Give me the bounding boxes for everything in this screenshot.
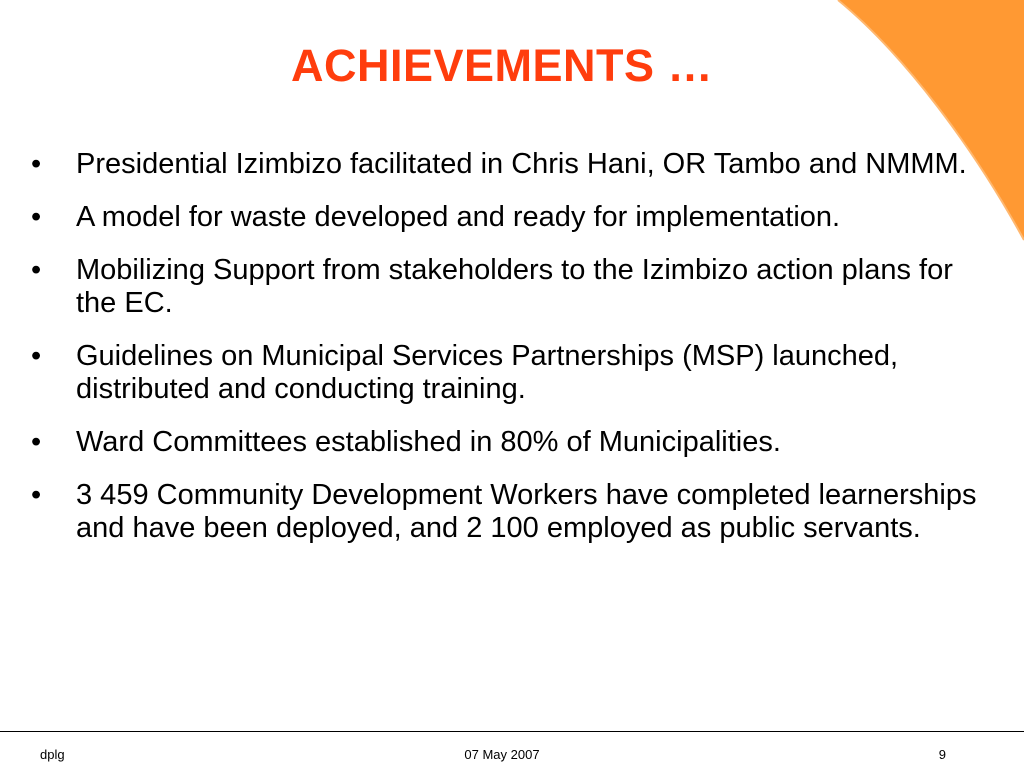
- bullet-item: [31, 340, 991, 406]
- bullet-text: Presidential Izimbizo facilitated in Chris Hani, OR Tambo and NMMM.: [76, 148, 967, 180]
- bullet-text: Guidelines on Municipal Services Partnerships (MSP) launched, distributed and conducting training.: [76, 340, 899, 405]
- bullet-text: 3 459 Community Development Workers have completed learnerships and have been deployed, and 2 100 employed as public servants.: [76, 479, 977, 544]
- bullet-item: [31, 426, 991, 459]
- footer-date: 07 May 2007: [464, 747, 540, 762]
- slide-title: ACHIEVEMENTS …: [290, 40, 714, 91]
- bullet-dot: •: [31, 426, 42, 458]
- bullet-list: [31, 148, 991, 565]
- bullet-item: [31, 201, 991, 234]
- bullet-text: A model for waste developed and ready for implementation.: [76, 201, 841, 233]
- bullet-dot: •: [31, 148, 42, 180]
- footer-divider: [0, 731, 1024, 732]
- bullet-text: Ward Committees established in 80% of Municipalities.: [76, 426, 781, 458]
- bullet-dot: •: [31, 201, 42, 233]
- bullet-text: Mobilizing Support from stakeholders to the Izimbizo action plans for the EC.: [76, 254, 953, 319]
- bullet-item: [31, 479, 991, 545]
- bullet-dot: •: [31, 479, 42, 511]
- footer-organization: dplg: [40, 747, 65, 762]
- bullet-dot: •: [31, 340, 42, 372]
- bullet-dot: •: [31, 254, 42, 286]
- footer-page-number: 9: [938, 747, 946, 762]
- bullet-item: [31, 254, 991, 320]
- bullet-item: [31, 148, 991, 181]
